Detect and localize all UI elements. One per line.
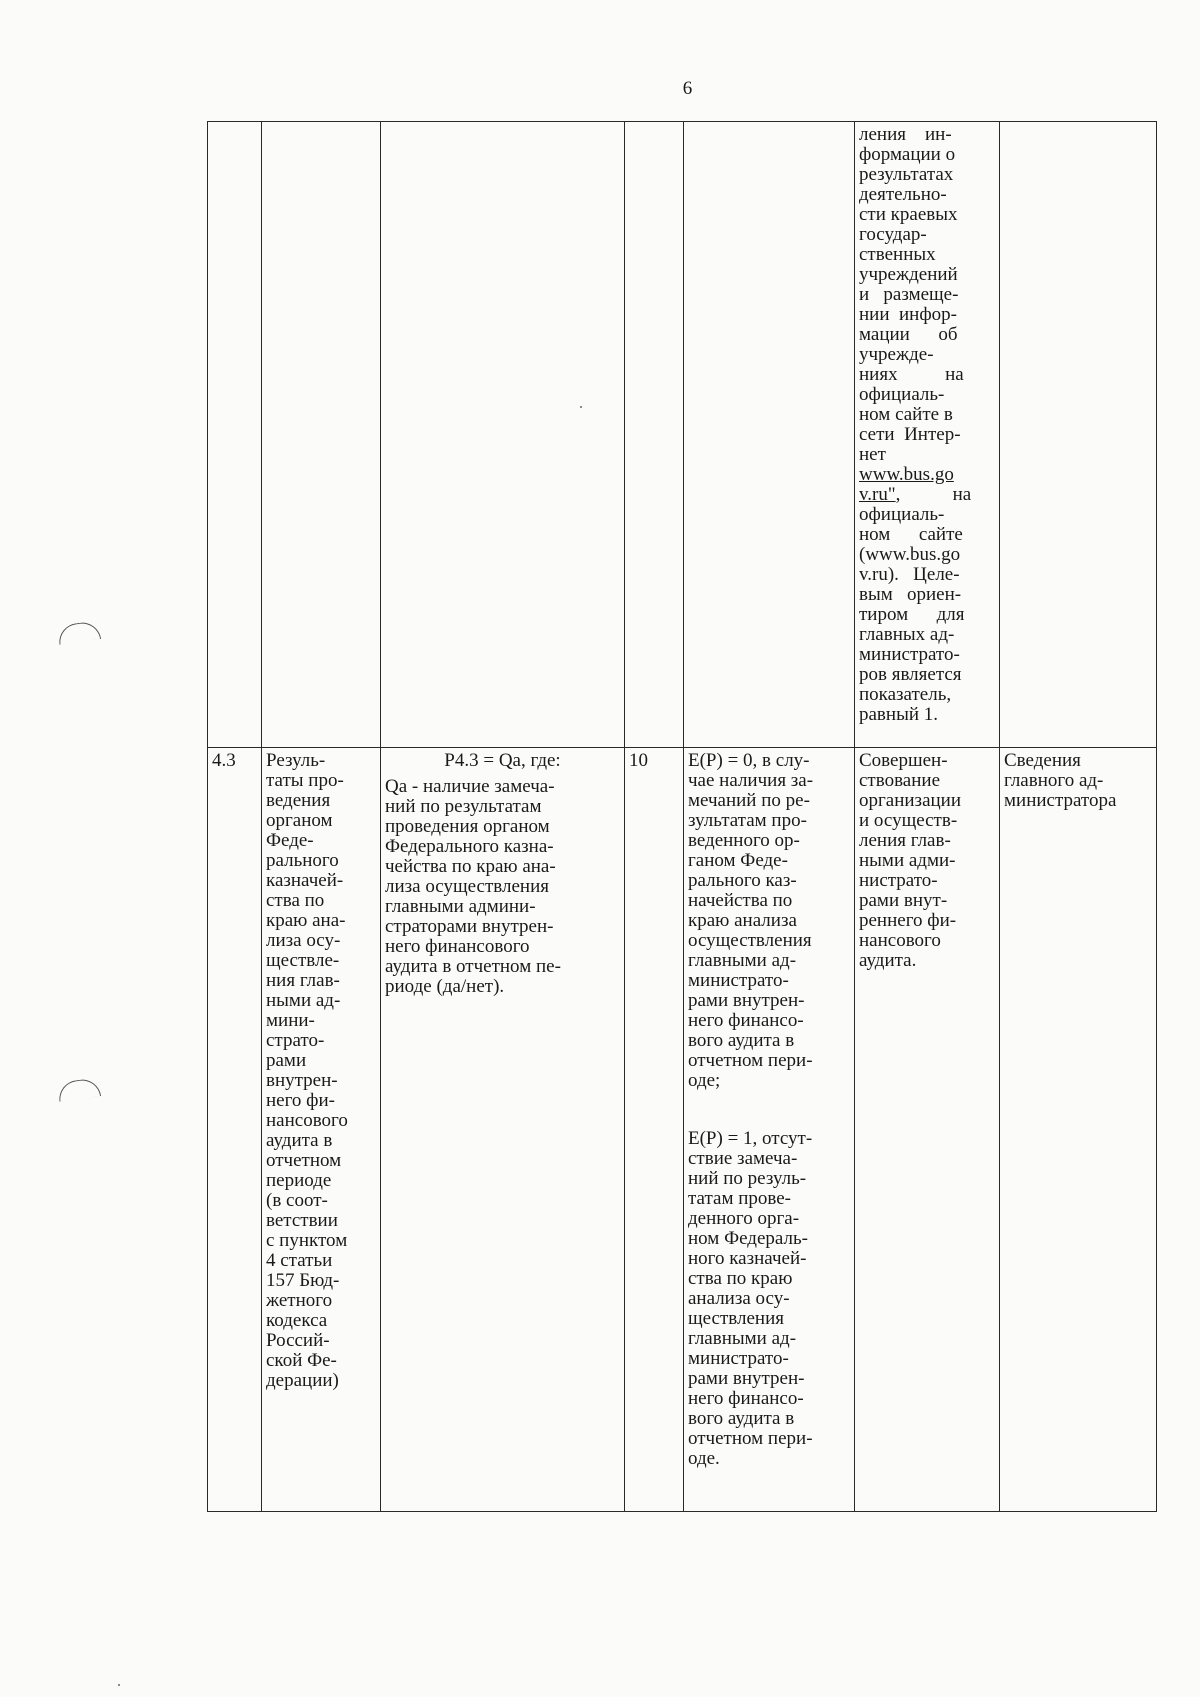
goal-text-line: государ- — [859, 224, 927, 245]
evaluation-case-0: Е(Р) = 0, в слу- чае наличия за- мечаний по ре- зультатам про- веденного ор- ганом Феде- рального каз- начейства по краю анализа осуществления главными ад- министрато- рами внутрен- него финансо- вого аудита в отчетном пери- оде; — [688, 750, 814, 1091]
table-row-4-3 — [208, 748, 1157, 1512]
cell-weight: 10 — [625, 748, 684, 1512]
cell-number-empty — [208, 122, 262, 748]
cell-formula-empty — [381, 122, 625, 748]
cell-source: Сведения главного ад- министратора — [1000, 748, 1157, 1512]
website-link-line — [859, 485, 995, 505]
goal-text-line: главных ад- — [859, 624, 955, 645]
goal-text-line: (www.bus.go — [859, 544, 961, 565]
goal-text-line: ном сайте — [859, 524, 963, 545]
table-row-continued — [208, 122, 1157, 748]
goal-text-line: нии инфор- — [859, 304, 957, 325]
scan-speck — [580, 406, 582, 408]
goal-text-line: нет — [859, 444, 886, 465]
goal-text-line: результатах — [859, 164, 954, 185]
formula-description: Qa - наличие замеча- ний по результатам проведения органом Федерального казна- чейства по краю ана- лиза осуществления главными админи- страторами внутрен- него финансового аудита в отчетном пе- риоде (да/нет). — [385, 776, 561, 997]
cell-indicator: Резуль- таты про- ведения органом Феде- рального казначей- ства по краю ана- лиза осу- ществле- ния глав- ными ад- мини- страто- рами внутрен- него фи- нансового аудита в отчетном периоде (в соот- ветствии с пунктом 4 статьи 157 Бюд- жетного кодекса Россий- ской Фе- дерации) — [262, 748, 381, 1512]
evaluation-gap — [688, 1091, 850, 1129]
website-link: v.ru" — [859, 484, 896, 505]
scan-mark-arc — [57, 620, 101, 645]
goal-text-line: официаль- — [859, 504, 945, 525]
cell-eval-empty — [684, 122, 855, 748]
goal-text-line: ниях на — [859, 364, 964, 385]
cell-weight-empty — [625, 122, 684, 748]
goal-text-line: вым ориен- — [859, 584, 962, 605]
cell-evaluation — [684, 748, 855, 1512]
cell-goal-continued — [855, 122, 1000, 748]
cell-number: 4.3 — [208, 748, 262, 1512]
goal-text-line: v.ru). Целе- — [859, 564, 960, 585]
goal-text-line: ном сайте в — [859, 404, 953, 425]
goal-text-line: формации о — [859, 144, 956, 165]
scan-mark-arc — [57, 1077, 101, 1102]
goal-text-line: деятельно- — [859, 184, 947, 205]
indicator-table — [207, 121, 1157, 1512]
goal-text-line: сети Интер- — [859, 424, 961, 445]
goal-text-line: учрежде- — [859, 344, 934, 365]
goal-text-line: сти краевых — [859, 204, 958, 225]
cell-goal: Совершен- ствование организации и осуществ- ления глав- ными адми- нистрато- рами внут- реннего фи- нансового аудита. — [855, 748, 1000, 1512]
cell-source-empty — [1000, 122, 1157, 748]
goal-text-line: ственных — [859, 244, 936, 265]
goal-text-line: и размеще- — [859, 284, 959, 305]
goal-text-fragment: , на — [895, 484, 972, 505]
goal-text-line: равный 1. — [859, 704, 939, 725]
website-link: www.bus.go — [859, 464, 954, 485]
goal-text-line: ров является — [859, 664, 962, 685]
goal-text-line: учреждений — [859, 264, 958, 285]
formula-head: Р4.3 = Qa, где: — [444, 750, 561, 771]
cell-formula — [381, 748, 625, 1512]
goal-text-line: ления ин- — [859, 124, 952, 145]
goal-text-line: мации об — [859, 324, 958, 345]
scan-speck — [118, 1684, 120, 1686]
goal-continued-text — [859, 125, 995, 725]
goal-text-line: министрато- — [859, 644, 960, 665]
evaluation-case-1: Е(Р) = 1, отсут- ствие замеча- ний по резуль- татам прове- денного орга- ном Федераль- ного казначей- ства по краю анализа осу- ществления главными ад- министрато- рами внутрен- него финансо- вого аудита в отчетном пери- оде. — [688, 1128, 813, 1469]
page-number: 6 — [682, 78, 693, 99]
goal-text-line: тиром для — [859, 604, 965, 625]
goal-text-line: показатель, — [859, 684, 952, 705]
goal-text-line: официаль- — [859, 384, 945, 405]
cell-indicator-empty — [262, 122, 381, 748]
